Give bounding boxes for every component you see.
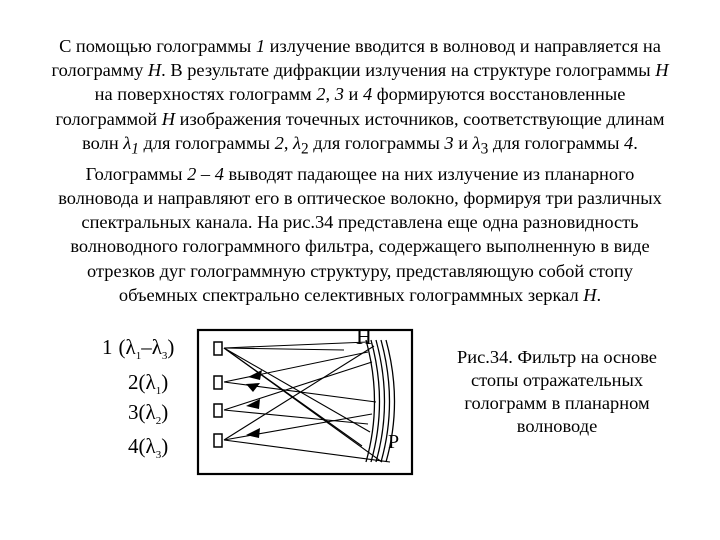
text-segment: Н [147,60,162,81]
text-segment: изображения точечных источников, соответствующие длинам [175,108,665,129]
text-segment: . [633,132,638,153]
text-segment: , [283,132,294,153]
text-segment: на поверхностях голограмм [94,84,317,105]
text-segment: Н [161,108,176,129]
text-segment: волноводного голограммного фильтра, содержащего выполненную в виде [70,236,650,257]
text-segment: С помощью голограммы [59,36,256,56]
text-segment: . В результате дифракции излучения на структуре голограммы [161,60,656,81]
paragraph-line [10,82,710,106]
text-segment: 2 [301,140,309,158]
text-segment: 2 – 4 [187,163,224,184]
text-segment: 1 [131,140,139,158]
paragraph-line [10,186,710,210]
paragraph-line [10,259,710,283]
paragraph-line [10,234,710,258]
text-segment: , [325,84,335,105]
text-segment: отрезков дуг голограммную структуру, представляющую собой стопу [87,260,633,281]
body-paragraph [10,34,710,307]
text-segment: для голограммы [488,132,625,153]
paragraph-line [10,34,710,58]
paragraph-line [10,210,710,234]
text-segment: 3 [480,140,489,158]
paragraph-line [10,283,710,307]
text-segment: голограмму [51,60,148,81]
text-segment: Голограммы [85,163,188,184]
text-segment: выводят падающее на них излучение из планарного [223,163,635,184]
label-p: P [388,431,400,453]
text-segment: для голограммы [138,132,275,153]
text-segment: 4 [624,132,634,153]
text-segment: формируются восстановленные [372,84,626,105]
text-segment: λ [472,132,481,153]
text-segment: Н [583,284,597,305]
text-segment: 2 [274,132,284,153]
text-segment: 3 [334,84,344,105]
text-segment: . [596,284,602,305]
paragraph-line [10,58,710,82]
caption-line: стопы отражательных [470,370,644,390]
text-segment: для голограммы [308,132,445,153]
port-4 [214,434,222,447]
ray-arrowheads [246,370,262,438]
text-segment: и [453,132,473,153]
figure-caption [432,346,682,438]
hologram-filter-figure [100,322,420,482]
paragraph-line [10,107,710,131]
port-label-4: $4(\lambda_3)$ [128,434,169,461]
text-segment: 4 [362,84,373,105]
text-segment: волновода и направляют его в оптическое волокно, формируя три различных [58,187,662,208]
text-segment: объемных спектрально селективных голограммных зеркал [118,284,584,305]
text-segment: спектральных канала. На рис.34 представлена еще одна разновидность [81,212,639,233]
paragraph-line [10,162,710,186]
paragraph-line [10,131,710,162]
text-segment: излучение вводится в волновод и направляется на [265,36,661,56]
port-3 [214,404,222,417]
label-h: H [356,324,372,349]
text-segment: Н [655,60,669,81]
ports [214,342,222,447]
port-1 [214,342,222,355]
text-segment: 3 [444,132,454,153]
caption-line: волноводе [516,416,598,436]
text-segment: λ [293,132,302,153]
port-label-2: $2(\lambda_1)$ [128,370,169,397]
ray-paths [224,342,390,462]
caption-line: голограмм в планарном [464,393,650,413]
text-segment: λ [123,132,132,153]
text-segment: волн [82,132,124,153]
port-label-3: $3(\lambda_2)$ [128,400,169,427]
text-segment: 2 [316,84,326,105]
text-segment: 1 [255,36,266,56]
caption-line: Рис.34. Фильтр на основе [457,347,657,367]
port-2 [214,376,222,389]
text-segment: и [343,84,363,105]
text-segment: голограммой [55,108,162,129]
port-label-1: 1 $(\lambda_1-\lambda_3)$ [102,335,175,362]
